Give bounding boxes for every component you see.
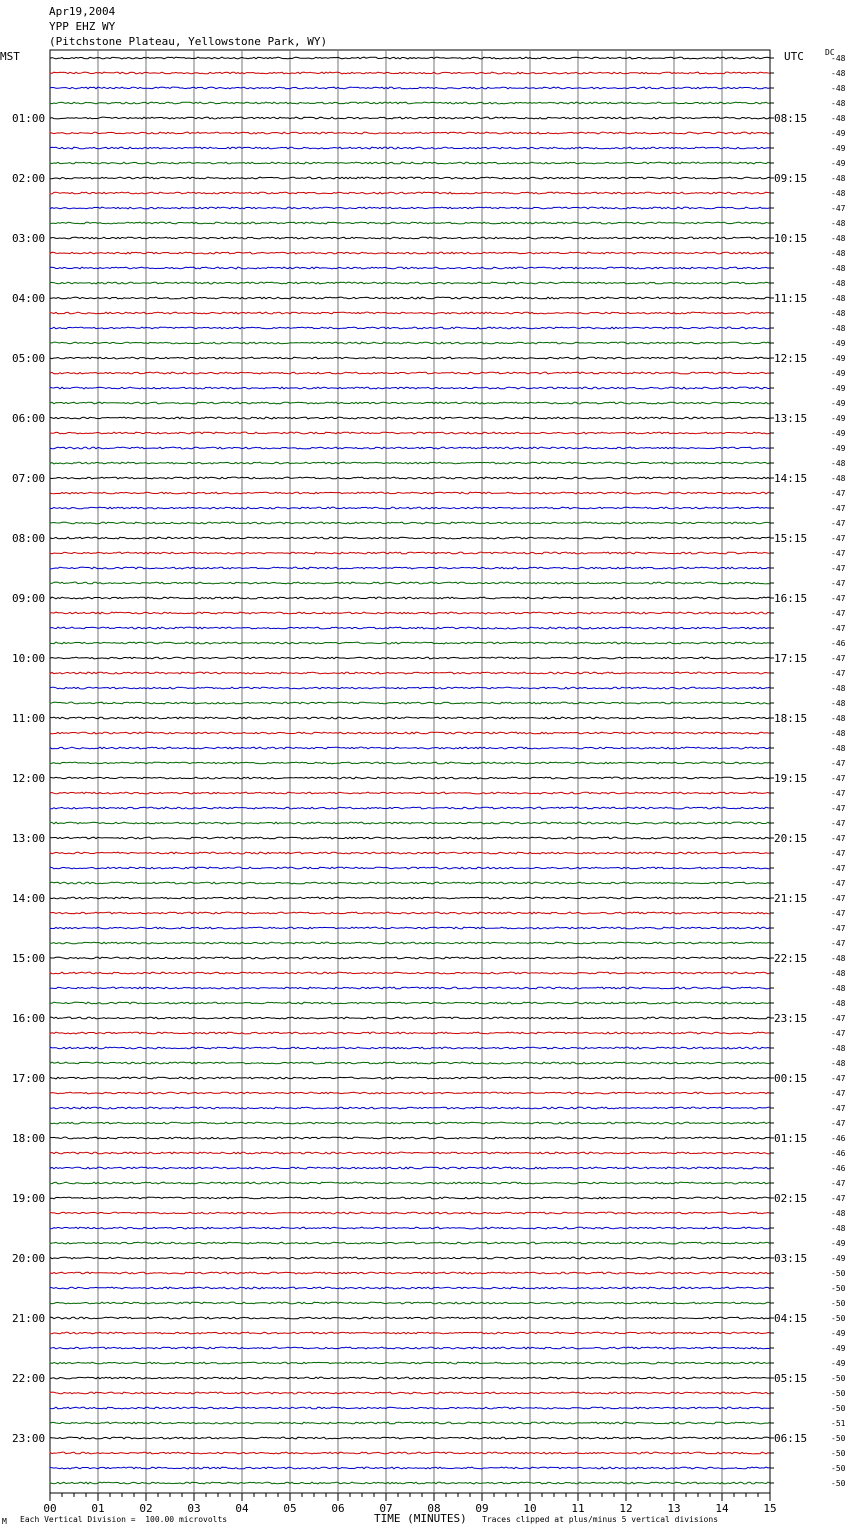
seismic-trace [50,762,770,764]
mst-hour-label: 18:00 [12,1132,46,1145]
seismic-trace [50,492,770,494]
dc-offset-label: -49 [831,1239,846,1248]
dc-offset-label: -49 [831,1359,846,1368]
mst-hour-label: 03:00 [12,232,46,245]
seismic-trace [50,477,770,479]
dc-offset-label: -49 [831,399,846,408]
seismic-trace [50,342,770,344]
utc-hour-label: 03:15 [774,1252,808,1265]
dc-offset-label: -47 [831,834,846,843]
dc-offset-label: -48 [831,54,846,63]
mst-hour-label: 05:00 [12,352,46,365]
seismic-trace [50,657,770,659]
dc-offset-label: -50 [831,1464,846,1473]
dc-offset-label: -50 [831,1449,846,1458]
x-tick-label: 00 [43,1502,57,1515]
seismic-trace [50,162,770,164]
mst-hour-label: 20:00 [12,1252,46,1265]
x-tick-label: 02 [139,1502,153,1515]
seismic-trace [50,417,770,419]
dc-offset-label: -50 [831,1479,846,1488]
dc-offset-label: -47 [831,1074,846,1083]
seismic-trace [50,357,770,359]
utc-hour-label: 13:15 [774,412,808,425]
x-tick-label: 09 [475,1502,489,1515]
dc-offset-label: -49 [831,414,846,423]
seismic-trace [50,57,770,59]
mst-hour-label: 04:00 [12,292,46,305]
seismic-trace [50,1452,770,1454]
seismic-trace [50,102,770,104]
utc-hour-label: 19:15 [774,772,808,785]
seismic-trace [50,1062,770,1064]
dc-offset-label: -49 [831,1254,846,1263]
mst-hour-label: 17:00 [12,1072,46,1085]
seismic-trace [50,672,770,674]
seismic-trace [50,1047,770,1049]
clip-note: Traces clipped at plus/minus 5 vertical divisions [482,1515,719,1524]
utc-hour-label: 11:15 [774,292,808,305]
station-code: YPP EHZ WY [49,20,116,33]
dc-offset-label: -47 [831,594,846,603]
mst-hour-label: 07:00 [12,472,46,485]
x-tick-label: 15 [763,1502,777,1515]
dc-offset-label: -48 [831,729,846,738]
dc-offset-label: -47 [831,1179,846,1188]
utc-hour-label: 04:15 [774,1312,808,1325]
seismic-trace [50,687,770,689]
utc-hour-label: 14:15 [774,472,808,485]
seismic-trace [50,597,770,599]
seismic-trace [50,822,770,824]
seismic-trace [50,522,770,524]
dc-offset-label: -50 [831,1389,846,1398]
seismic-trace [50,582,770,584]
seismic-trace [50,1482,770,1484]
dc-offset-label: -47 [831,624,846,633]
mst-hour-label: 15:00 [12,952,46,965]
seismic-trace [50,1137,770,1139]
dc-offset-label: -48 [831,954,846,963]
mst-hour-label: 10:00 [12,652,46,665]
x-axis-title: TIME (MINUTES) [374,1512,467,1525]
seismic-trace [50,297,770,299]
mst-hour-label: 02:00 [12,172,46,185]
utc-hour-label: 09:15 [774,172,808,185]
mst-hour-label: 09:00 [12,592,46,605]
dc-offset-label: -47 [831,519,846,528]
dc-offset-label: -48 [831,189,846,198]
x-tick-label: 08 [427,1502,441,1515]
seismic-trace [50,912,770,914]
dc-header: DC [825,48,835,57]
seismic-trace [50,177,770,179]
seismic-trace [50,732,770,734]
dc-offset-label: -46 [831,1134,846,1143]
dc-offset-label: -47 [831,939,846,948]
utc-label: UTC [784,50,804,63]
scale-note: Each Vertical Division = 100.00 microvolts [20,1515,228,1524]
seismic-trace [50,207,770,209]
seismic-trace [50,1242,770,1244]
seismic-trace [50,837,770,839]
x-tick-label: 11 [571,1502,585,1515]
dc-offset-label: -49 [831,159,846,168]
dc-offset-label: -46 [831,1164,846,1173]
dc-offset-label: -48 [831,249,846,258]
dc-offset-label: -48 [831,969,846,978]
utc-hour-label: 15:15 [774,532,808,545]
dc-offset-label: -47 [831,849,846,858]
seismic-trace [50,1392,770,1394]
seismic-trace [50,192,770,194]
dc-offset-label: -48 [831,474,846,483]
utc-hour-label: 12:15 [774,352,808,365]
x-tick-label: 07 [379,1502,393,1515]
utc-hour-label: 00:15 [774,1072,808,1085]
mst-hour-label: 22:00 [12,1372,46,1385]
dc-offset-label: -48 [831,279,846,288]
mst-hour-label: 08:00 [12,532,46,545]
seismic-trace [50,252,770,254]
seismic-trace [50,1002,770,1004]
seismic-trace [50,942,770,944]
dc-offset-label: -48 [831,114,846,123]
seismic-trace [50,222,770,224]
utc-hour-label: 20:15 [774,832,808,845]
dc-offset-label: -49 [831,429,846,438]
seismic-trace [50,372,770,374]
seismic-trace [50,1197,770,1199]
seismic-trace [50,1122,770,1124]
dc-offset-label: -47 [831,1029,846,1038]
seismic-trace [50,792,770,794]
utc-hour-label: 08:15 [774,112,808,125]
dc-offset-label: -49 [831,339,846,348]
seismic-trace [50,537,770,539]
x-tick-label: 12 [619,1502,633,1515]
utc-hour-label: 21:15 [774,892,808,905]
dc-offset-label: -47 [831,534,846,543]
dc-offset-label: -50 [831,1434,846,1443]
mst-hour-label: 16:00 [12,1012,46,1025]
seismic-trace [50,567,770,569]
seismic-trace [50,432,770,434]
x-tick-label: 14 [715,1502,729,1515]
seismic-trace [50,1332,770,1334]
seismic-trace [50,1167,770,1169]
dc-offset-label: -51 [831,1419,846,1428]
dc-offset-label: -50 [831,1314,846,1323]
dc-offset-label: -47 [831,1119,846,1128]
dc-offset-label: -47 [831,549,846,558]
dc-offset-label: -48 [831,1209,846,1218]
seismic-trace [50,462,770,464]
seismic-trace [50,1362,770,1364]
seismic-trace [50,1407,770,1409]
seismic-trace [50,1317,770,1319]
dc-offset-label: -50 [831,1284,846,1293]
dc-offset-label: -47 [831,579,846,588]
dc-offset-label: -47 [831,1014,846,1023]
dc-offset-label: -48 [831,309,846,318]
dc-offset-label: -48 [831,459,846,468]
utc-hour-label: 23:15 [774,1012,808,1025]
seismic-trace [50,387,770,389]
utc-hour-label: 16:15 [774,592,808,605]
seismic-trace [50,72,770,74]
x-tick-label: 03 [187,1502,201,1515]
seismic-trace [50,1287,770,1289]
dc-offset-label: -48 [831,294,846,303]
utc-hour-label: 18:15 [774,712,808,725]
seismic-trace [50,1272,770,1274]
dc-offset-label: -48 [831,999,846,1008]
dc-offset-label: -46 [831,639,846,648]
dc-offset-label: -48 [831,219,846,228]
x-tick-label: 05 [283,1502,297,1515]
dc-offset-label: -47 [831,909,846,918]
mst-hour-label: 21:00 [12,1312,46,1325]
dc-offset-label: -47 [831,1194,846,1203]
dc-offset-label: -50 [831,1269,846,1278]
mst-hour-label: 01:00 [12,112,46,125]
seismic-trace [50,237,770,239]
seismic-trace [50,1257,770,1259]
dc-offset-label: -49 [831,1344,846,1353]
dc-offset-label: -47 [831,564,846,573]
seismic-trace [50,117,770,119]
dc-offset-label: -47 [831,924,846,933]
seismic-trace [50,507,770,509]
seismic-trace [50,972,770,974]
dc-offset-label: -50 [831,1404,846,1413]
dc-offset-label: -48 [831,714,846,723]
seismic-trace [50,1107,770,1109]
seismic-trace [50,777,770,779]
mst-label: MST [0,50,20,63]
corner-mark: M [2,1517,7,1526]
mst-hour-label: 19:00 [12,1192,46,1205]
dc-offset-label: -47 [831,819,846,828]
seismic-trace [50,267,770,269]
mst-hour-label: 14:00 [12,892,46,905]
utc-hour-label: 05:15 [774,1372,808,1385]
dc-offset-label: -48 [831,174,846,183]
dc-offset-label: -47 [831,894,846,903]
seismic-trace [50,87,770,89]
dc-offset-label: -48 [831,99,846,108]
dc-offset-label: -49 [831,384,846,393]
x-tick-label: 01 [91,1502,105,1515]
dc-offset-label: -48 [831,1059,846,1068]
dc-offset-label: -48 [831,1044,846,1053]
mst-hour-label: 12:00 [12,772,46,785]
seismic-trace [50,447,770,449]
dc-offset-label: -47 [831,504,846,513]
seismic-trace [50,282,770,284]
seismic-trace [50,882,770,884]
seismic-trace [50,717,770,719]
seismic-trace [50,1182,770,1184]
seismic-trace [50,1092,770,1094]
dc-offset-label: -49 [831,144,846,153]
seismic-trace [50,552,770,554]
seismic-trace [50,747,770,749]
dc-offset-label: -50 [831,1299,846,1308]
seismic-trace [50,867,770,869]
seismic-trace [50,1017,770,1019]
seismic-trace [50,1212,770,1214]
seismic-trace [50,132,770,134]
dc-offset-label: -48 [831,264,846,273]
dc-offset-label: -47 [831,669,846,678]
dc-offset-label: -48 [831,744,846,753]
utc-hour-label: 02:15 [774,1192,808,1205]
utc-hour-label: 06:15 [774,1432,808,1445]
seismic-trace [50,807,770,809]
dc-offset-label: -48 [831,1224,846,1233]
seismic-trace [50,1422,770,1424]
seismic-trace [50,612,770,614]
plot-frame [50,50,770,1493]
seismic-trace [50,1347,770,1349]
mst-hour-label: 06:00 [12,412,46,425]
seismic-trace [50,1152,770,1154]
dc-offset-label: -48 [831,684,846,693]
seismic-trace [50,642,770,644]
seismic-trace [50,987,770,989]
plot-date: Apr19,2004 [49,5,116,18]
seismic-trace [50,1467,770,1469]
dc-offset-label: -47 [831,654,846,663]
mst-hour-label: 11:00 [12,712,46,725]
dc-offset-label: -49 [831,129,846,138]
dc-offset-label: -47 [831,489,846,498]
utc-hour-label: 22:15 [774,952,808,965]
seismic-trace [50,1032,770,1034]
seismic-trace [50,1437,770,1439]
seismic-trace [50,147,770,149]
seismic-trace [50,1302,770,1304]
seismic-trace [50,1077,770,1079]
seismic-trace [50,1377,770,1379]
x-tick-label: 04 [235,1502,249,1515]
seismic-trace [50,852,770,854]
utc-hour-label: 10:15 [774,232,808,245]
dc-offset-label: -47 [831,774,846,783]
dc-offset-label: -47 [831,609,846,618]
seismic-trace [50,897,770,899]
seismic-trace [50,402,770,404]
dc-offset-label: -47 [831,789,846,798]
seismic-trace [50,927,770,929]
dc-offset-label: -47 [831,804,846,813]
seismic-trace [50,702,770,704]
dc-offset-label: -48 [831,324,846,333]
dc-offset-label: -47 [831,1104,846,1113]
mst-hour-label: 23:00 [12,1432,46,1445]
dc-offset-label: -48 [831,984,846,993]
x-tick-label: 10 [523,1502,537,1515]
dc-offset-label: -49 [831,444,846,453]
dc-offset-label: -48 [831,69,846,78]
dc-offset-label: -49 [831,369,846,378]
mst-hour-label: 13:00 [12,832,46,845]
dc-offset-label: -47 [831,204,846,213]
dc-offset-label: -47 [831,759,846,768]
dc-offset-label: -48 [831,234,846,243]
station-location: (Pitchstone Plateau, Yellowstone Park, WY) [49,35,328,48]
dc-offset-label: -50 [831,1374,846,1383]
dc-offset-label: -47 [831,1089,846,1098]
dc-offset-label: -48 [831,699,846,708]
seismic-trace [50,627,770,629]
dc-offset-label: -49 [831,1329,846,1338]
seismic-trace [50,312,770,314]
dc-offset-label: -47 [831,879,846,888]
dc-offset-label: -48 [831,84,846,93]
x-tick-label: 13 [667,1502,681,1515]
utc-hour-label: 17:15 [774,652,808,665]
seismic-trace [50,1227,770,1229]
dc-offset-label: -47 [831,864,846,873]
seismic-trace [50,327,770,329]
seismic-trace [50,957,770,959]
x-tick-label: 06 [331,1502,345,1515]
dc-offset-label: -49 [831,354,846,363]
utc-hour-label: 01:15 [774,1132,808,1145]
dc-offset-label: -46 [831,1149,846,1158]
